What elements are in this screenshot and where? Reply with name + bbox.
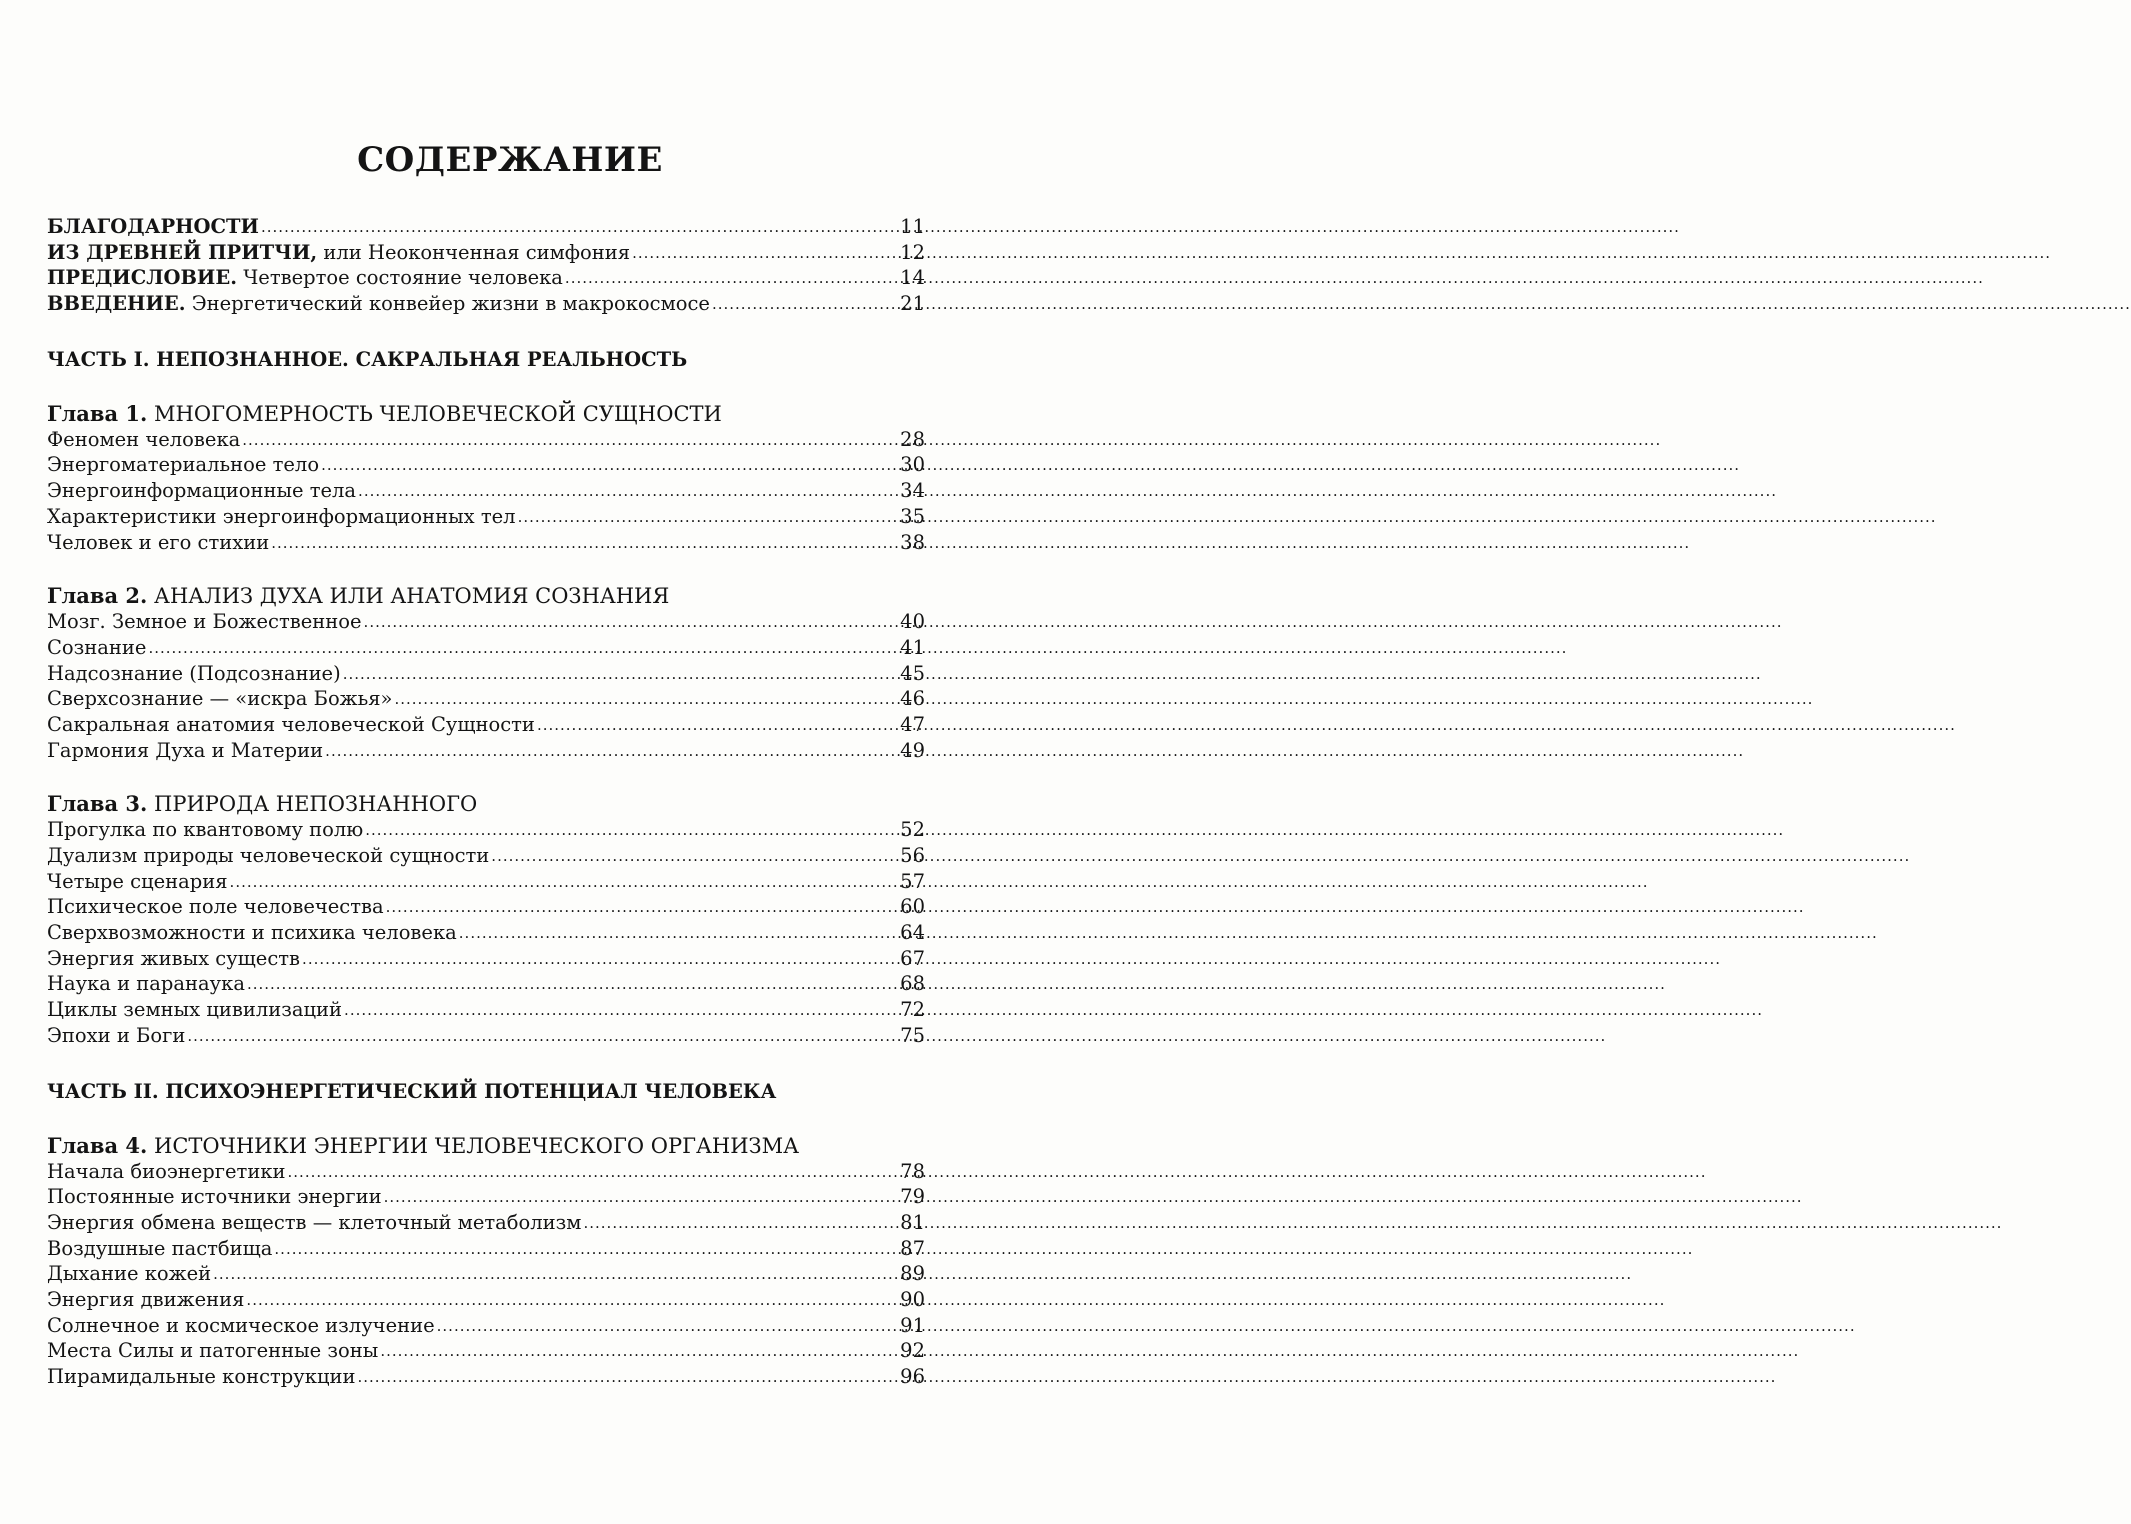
dot-leader xyxy=(459,921,898,947)
entry-title: Дыхание кожей xyxy=(47,1262,212,1286)
entry-title: Наука и паранаука xyxy=(47,972,245,996)
entry-title: Гармония Духа и Материи xyxy=(47,738,324,762)
entry-title: Сакральная анатомия человеческой Сущности xyxy=(47,712,535,736)
toc-entry xyxy=(47,1287,925,1313)
dot-leader xyxy=(583,1211,898,1237)
toc-entry xyxy=(47,1338,925,1364)
entry-bold-title: ИЗ ДРЕВНЕЙ ПРИТЧИ, xyxy=(47,240,318,264)
chapter-title: МНОГОМЕРНОСТЬ ЧЕЛОВЕЧЕСКОЙ СУЩНОСТИ xyxy=(147,401,722,426)
page-number: 34 xyxy=(900,479,925,503)
entry-bold-title: ВВЕДЕНИЕ. xyxy=(47,292,186,316)
entry-title: Энергоинформационные тела xyxy=(47,479,357,503)
dot-leader xyxy=(274,1237,898,1263)
entry-title: Надсознание (Подсознание) xyxy=(47,661,341,685)
dot-leader xyxy=(518,505,899,531)
entry-title: Энергетический конвейер жизни в макрокосмосе xyxy=(185,292,710,316)
entry-title: Воздушные пастбища xyxy=(47,1236,273,1260)
dot-leader xyxy=(386,895,899,921)
entry-bold-title: БЛАГОДАРНОСТИ xyxy=(47,215,259,238)
page-number: 11 xyxy=(900,215,925,238)
dot-leader xyxy=(380,1339,898,1365)
dot-leader xyxy=(437,1314,899,1340)
chapter-label: Глава 1. xyxy=(47,400,148,426)
toc-entry xyxy=(47,478,925,504)
chapter-label: Глава 2. xyxy=(47,583,148,609)
page-number: 90 xyxy=(900,1287,925,1311)
dot-leader xyxy=(384,1185,899,1211)
toc-entry xyxy=(47,1313,925,1339)
entry-title: Энергия живых существ xyxy=(47,946,301,970)
dot-leader xyxy=(302,947,898,973)
entry-title: Мозг. Земное и Божественное xyxy=(47,610,362,634)
dot-leader xyxy=(242,428,898,454)
dot-leader xyxy=(288,1160,899,1186)
entry-title: Эпохи и Боги xyxy=(47,1023,186,1047)
toc-entry xyxy=(47,843,925,869)
entry-title: Места Силы и патогенные зоны xyxy=(47,1339,379,1363)
toc-entry xyxy=(47,869,925,895)
chapter-title: АНАЛИЗ ДУХА ИЛИ АНАТОМИЯ СОЗНАНИЯ xyxy=(147,584,670,609)
entry-title: Постоянные источники энергии xyxy=(47,1185,382,1209)
dot-leader xyxy=(187,1024,898,1050)
toc-entry xyxy=(47,609,925,635)
entry-title: Дуализм природы человеческой сущности xyxy=(47,844,490,867)
entry-title: Феномен человека xyxy=(47,427,241,451)
toc-entry xyxy=(47,738,925,764)
toc-entry-preface xyxy=(47,265,925,291)
toc-entry xyxy=(47,817,925,843)
page-number: 72 xyxy=(900,998,925,1022)
dot-leader xyxy=(365,818,898,844)
page-number: 41 xyxy=(900,635,925,659)
toc-parts xyxy=(47,347,925,1390)
dot-leader xyxy=(491,844,898,870)
dot-leader xyxy=(271,531,898,557)
page-number: 57 xyxy=(900,869,925,893)
toc-entry xyxy=(47,971,925,997)
page-number: 87 xyxy=(900,1236,925,1260)
dot-leader xyxy=(394,687,898,713)
chapter-heading xyxy=(47,583,925,609)
entry-title: Сверхвозможности и психика человека xyxy=(47,921,457,945)
toc-entry-introduction xyxy=(47,291,925,317)
toc-entry xyxy=(47,1210,925,1236)
page-number: 52 xyxy=(900,818,925,842)
page-number: 46 xyxy=(900,687,925,711)
toc-entry xyxy=(47,635,925,661)
dot-leader xyxy=(213,1262,898,1288)
entry-title: Сознание xyxy=(47,635,147,659)
dot-leader xyxy=(261,215,898,241)
toc-entry xyxy=(47,686,925,712)
entry-title: Энергия движения xyxy=(47,1287,245,1311)
entry-title: Психическое поле человечества xyxy=(47,895,384,919)
dot-leader xyxy=(537,713,898,739)
page-number: 92 xyxy=(900,1339,925,1363)
page-number: 91 xyxy=(900,1313,925,1337)
entry-title: Пирамидальные конструкции xyxy=(47,1365,356,1388)
front-matter xyxy=(47,214,925,317)
entry-title: Прогулка по квантовому полю xyxy=(47,818,364,842)
part-heading: ЧАСТЬ II. ПСИХОЭНЕРГЕТИЧЕСКИЙ ПОТЕНЦИАЛ ЧЕЛОВЕКА xyxy=(47,1079,777,1103)
toc-entry xyxy=(47,504,925,530)
chapter-title: ИСТОЧНИКИ ЭНЕРГИИ ЧЕЛОВЕЧЕСКОГО ОРГАНИЗМА xyxy=(147,1133,800,1158)
toc-entry-acknowledgements xyxy=(47,214,925,240)
dot-leader xyxy=(364,610,899,636)
chapter-heading xyxy=(47,401,925,427)
dot-leader xyxy=(148,636,898,662)
page-number: 28 xyxy=(900,427,925,451)
part-heading: ЧАСТЬ I. НЕПОЗНАННОЕ. САКРАЛЬНАЯ РЕАЛЬНОСТЬ xyxy=(47,347,688,371)
toc-entry xyxy=(47,997,925,1023)
entry-title: или Неоконченная симфония xyxy=(317,240,631,264)
toc-entry xyxy=(47,1236,925,1262)
toc-entry xyxy=(47,661,925,687)
chapter-label: Глава 3. xyxy=(47,791,148,817)
toc-page xyxy=(47,140,925,1390)
page-number: 45 xyxy=(900,661,925,685)
toc-entry xyxy=(47,1159,925,1185)
dot-leader xyxy=(321,453,898,479)
entry-title: Энергоматериальное тело xyxy=(47,453,320,477)
dot-leader xyxy=(712,292,898,318)
entry-title: Начала биоэнергетики xyxy=(47,1159,286,1183)
page-number: 96 xyxy=(900,1365,925,1388)
toc-entry xyxy=(47,427,925,453)
dot-leader xyxy=(357,1365,898,1391)
entry-bold-title: ПРЕДИСЛОВИЕ. xyxy=(47,266,238,290)
page-number: 78 xyxy=(900,1159,925,1183)
toc-entry xyxy=(47,1261,925,1287)
page-number: 81 xyxy=(900,1210,925,1234)
page-number: 14 xyxy=(900,266,925,290)
dot-leader xyxy=(632,241,898,267)
page-number: 35 xyxy=(900,504,925,528)
dot-leader xyxy=(358,479,898,505)
dot-leader xyxy=(343,662,898,688)
toc-entry xyxy=(47,920,925,946)
page-number: 21 xyxy=(900,292,925,316)
dot-leader xyxy=(344,998,898,1024)
page-number: 89 xyxy=(900,1262,925,1286)
dot-leader xyxy=(565,266,898,292)
toc-entry xyxy=(47,1364,925,1390)
chapter-label: Глава 4. xyxy=(47,1132,148,1158)
page-number: 40 xyxy=(900,610,925,634)
page-number: 67 xyxy=(900,946,925,970)
page-number: 49 xyxy=(900,738,925,762)
entry-title: Человек и его стихии xyxy=(47,530,270,554)
page-number: 64 xyxy=(900,921,925,945)
chapter-heading xyxy=(47,791,925,817)
entry-title: Циклы земных цивилизаций xyxy=(47,998,343,1022)
chapter-heading xyxy=(47,1133,925,1159)
page-number: 56 xyxy=(900,844,925,867)
page-number: 79 xyxy=(900,1185,925,1209)
entry-title: Солнечное и космическое излучение xyxy=(47,1313,435,1337)
toc-entry xyxy=(47,1023,925,1049)
page-number: 12 xyxy=(900,240,925,264)
page-number: 68 xyxy=(900,972,925,996)
toc-entry xyxy=(47,712,925,738)
dot-leader xyxy=(230,870,899,896)
page-number: 30 xyxy=(900,453,925,477)
page-number: 38 xyxy=(900,530,925,554)
page-number: 75 xyxy=(900,1023,925,1047)
entry-title: Сверхсознание — «искра Божья» xyxy=(47,687,393,711)
toc-entry-parable xyxy=(47,240,925,266)
dot-leader xyxy=(247,972,898,998)
entry-title: Четыре сценария xyxy=(47,869,228,893)
chapter-title: ПРИРОДА НЕПОЗНАННОГО xyxy=(147,792,478,817)
page-number: 60 xyxy=(900,895,925,919)
toc-entry xyxy=(47,452,925,478)
entry-title: Четвертое состояние человека xyxy=(237,266,563,290)
toc-entry xyxy=(47,946,925,972)
entry-title: Характеристики энергоинформационных тел xyxy=(47,504,516,528)
dot-leader xyxy=(246,1288,898,1314)
toc-entry xyxy=(47,1184,925,1210)
toc-entry xyxy=(47,894,925,920)
dot-leader xyxy=(325,739,898,765)
page-number: 47 xyxy=(900,712,925,736)
page-title: СОДЕРЖАНИЕ xyxy=(357,140,663,180)
entry-title: Энергия обмена веществ — клеточный метаболизм xyxy=(47,1210,582,1234)
toc-entry xyxy=(47,530,925,556)
